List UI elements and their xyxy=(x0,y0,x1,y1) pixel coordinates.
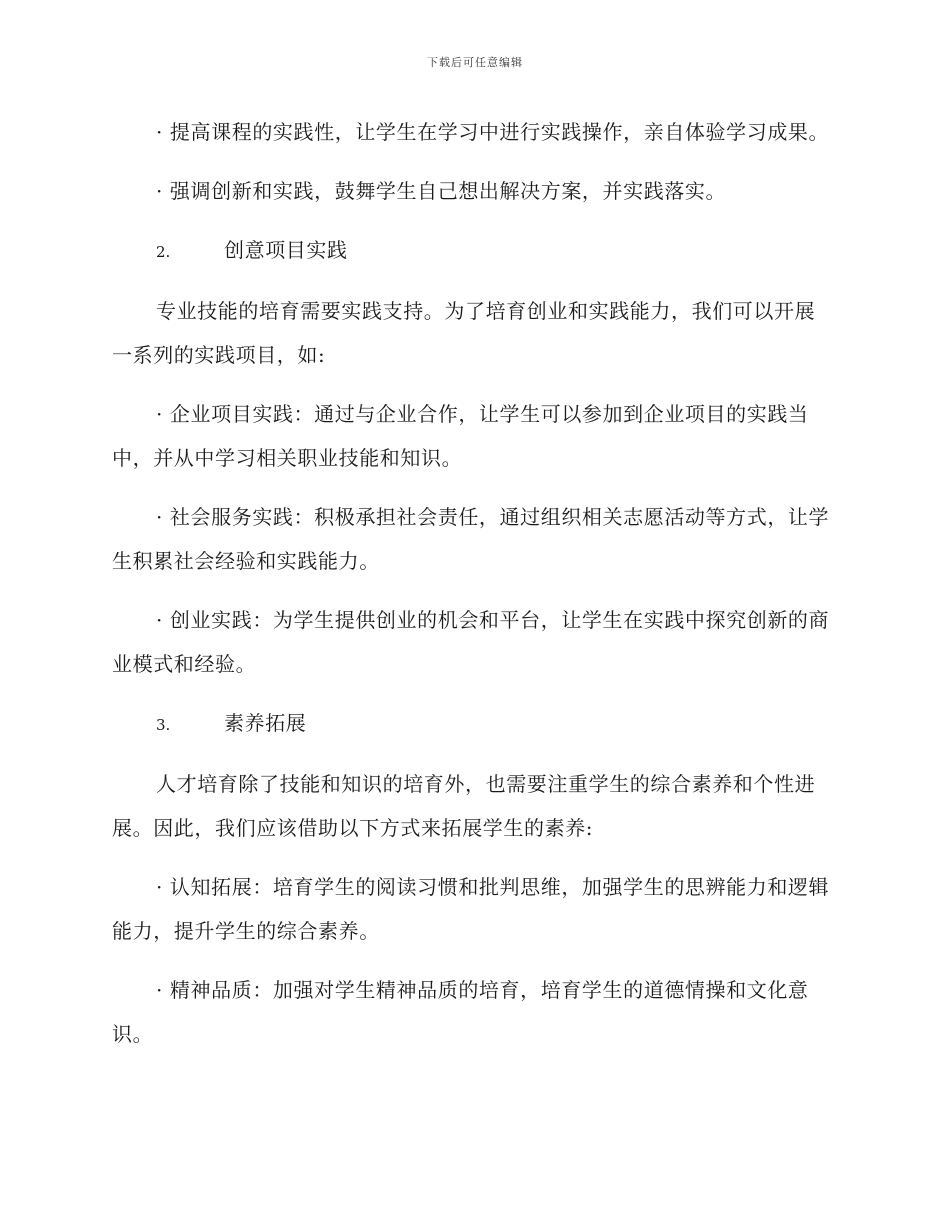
section-heading-3 xyxy=(112,701,832,747)
document-body xyxy=(112,110,832,1071)
section-heading-2 xyxy=(112,228,832,274)
paragraph-literacy-intro: 人才培育除了技能和知识的培育外，也需要注重学生的综合素养和个性进展。因此，我们应该借助以下方式来拓展学生的素养: xyxy=(112,772,816,840)
bullet-social-service: · 社会服务实践：积极承担社会责任，通过组织相关志愿活动等方式，让学生积累社会经验和实践能力。 xyxy=(112,505,830,573)
bullet-innovation: · 强调创新和实践，鼓舞学生自己想出解决方案，并实践落实。 xyxy=(156,179,727,203)
bullet-practicality: · 提高课程的实践性，让学生在学习中进行实践操作，亲自体验学习成果。 xyxy=(156,120,830,144)
bullet-enterprise-project: · 企业项目实践：通过与企业合作，让学生可以参加到企业项目的实践当中，并从中学习相关职业技能和知识。 xyxy=(112,402,809,470)
bullet-entrepreneurship: · 创业实践：为学生提供创业的机会和平台，让学生在实践中探究创新的商业模式和经验。 xyxy=(112,608,830,676)
section-number: 3. xyxy=(156,716,171,734)
page-header-note: 下载后可任意编辑 xyxy=(427,56,523,69)
section-title: 素养拓展 xyxy=(224,711,307,735)
paragraph-practice-intro: 专业技能的培育需要实践支持。为了培育创业和实践能力，我们可以开展一系列的实践项目，如: xyxy=(112,299,816,367)
bullet-spirit: · 精神品质：加强对学生精神品质的培育，培育学生的道德情操和文化意识。 xyxy=(112,978,809,1046)
section-number: 2. xyxy=(156,243,171,261)
bullet-cognitive: · 认知拓展：培育学生的阅读习惯和批判思维，加强学生的思辨能力和逻辑能力，提升学生的综合素养。 xyxy=(112,875,830,943)
section-title: 创意项目实践 xyxy=(224,238,348,262)
